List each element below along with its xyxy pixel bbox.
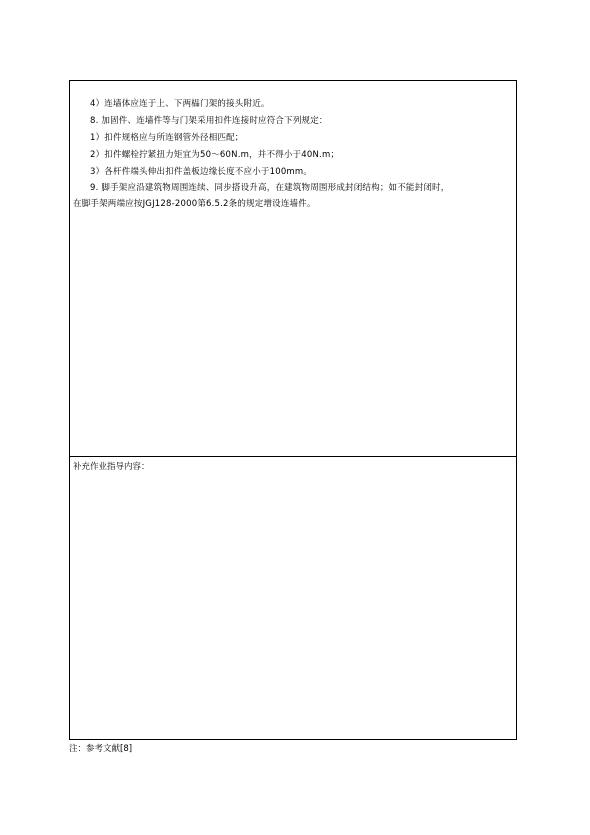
guidance-content-cell [70,81,516,457]
supplement-label: 补充作业指导内容： [73,462,150,472]
content-line: 1）扣件规格应与所连钢管外径相匹配； [90,133,244,143]
content-line: 2）扣件螺栓拧紧扭力矩宜为50～60N.m，并不得小于40N.m； [90,150,340,160]
content-line: 9. 脚手架应沿建筑物周围连续、同步搭设升高，在建筑物周围形成封闭结构；如不能封闭时， [90,183,450,193]
content-line: 8. 加固件、连墙件等与门架采用扣件连接时应符合下列规定： [90,116,328,126]
content-line: 3）各杆件端头伸出扣件盖板边缘长度不应小于100mm。 [90,167,313,177]
content-line: 4）连墙体应连于上、下两榀门架的接头附近。 [90,99,270,109]
supplement-cell [70,457,516,739]
content-line: 在脚手架两端应按JGJ128-2000第6.5.2条的规定增设连墙件。 [73,199,316,209]
reference-note: 注：参考文献[8] [69,744,133,754]
document-table [69,80,517,740]
